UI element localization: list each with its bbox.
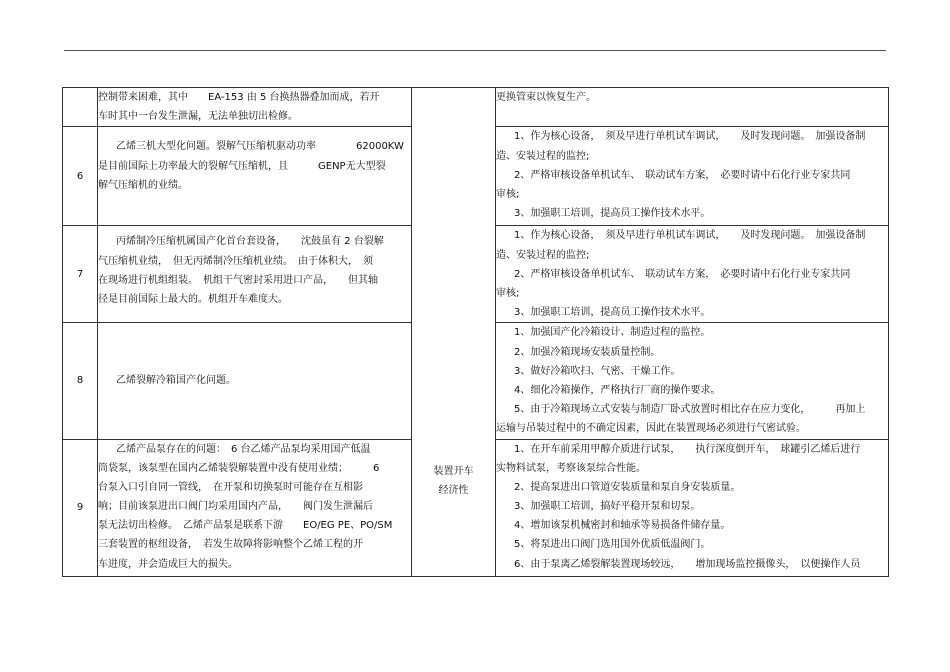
row-number: 7: [63, 226, 98, 323]
category-line: 装置开车: [433, 466, 474, 477]
header-rule: [64, 50, 886, 51]
measures-cell: 1、加强国产化冷箱设计、制造过程的监控。 2、加强冷箱现场安装质量控制。 3、做好冷箱吹扫、气密、干燥工作。 4、细化冷箱操作，严格执行厂商的操作要求。 5、由于冷箱现场立式安装与制造厂卧式放置时相比存在应力变化， 再加上 运输与吊装过程中的不确定因素，因此在装置现场必须进行气密试验。: [496, 323, 889, 439]
row-number: [63, 88, 98, 127]
measures-cell: 1、作为核心设备， 须及早进行单机试车调试， 及时发现问题。 加强设备制 造、安装过程的监控; 2、严格审核设备单机试车、 联动试车方案， 必要时请中石化行业专家共同 审核; 3、加强职工培训，提高员工操作技术水平。: [496, 226, 889, 323]
table-row: [63, 88, 889, 127]
issue-cell: 乙烯产品泵存在的问题： 6 台乙烯产品泵均采用国产低温 筒袋泵，该泵型在国内乙烯装裂解装置中没有使用业绩； 6 台泵入口引自同一管线， 在开泵和切换泵时可能存在互相影 响；目前该泵进出口阀门均采用国内产品， 阀门发生泄漏后 泵无法切出检修。 乙烯产品泵是联系下游 EO/EG PE、PO/SM 三套装置的枢纽设备， 若发生故障将影响整个乙烯工程的开 车进度，并会造成巨大的损失。: [98, 439, 412, 576]
category-line: 经济性: [438, 485, 469, 496]
row-number: 8: [63, 323, 98, 439]
row-number: 6: [63, 127, 98, 226]
issue-cell: 控制带来困难，其中 EA-153 由 5 台换热器叠加而成，若开 车时其中一台发生泄漏，无法单独切出检修。: [98, 88, 412, 127]
row-number: 9: [63, 439, 98, 576]
category-cell: [412, 88, 496, 577]
issue-cell: 丙烯制冷压缩机属国产化首台套设备， 沈鼓虽有 2 台裂解 气压缩机业绩， 但无丙烯制冷压缩机业绩。 由于体积大， 须 在现场进行机组组装。 机组干气密封采用进口产品， 但其轴 径是目前国际上最大的。机组开车难度大。: [98, 226, 412, 323]
measures-cell: 更换管束以恢复生产。: [496, 88, 889, 127]
issue-cell: 乙烯裂解冷箱国产化问题。: [98, 323, 412, 439]
measures-cell: 1、在开车前采用甲醇介质进行试泵， 执行深度倒开车， 球罐引乙烯后进行 实物料试泵，考察该泵综合性能。 2、提高泵进出口管道安装质量和泵自身安装质量。 3、加强职工培训，搞好平稳开泵和切泵。 4、增加该泵机械密封和轴承等易损备件储存量。 5、将泵进出口阀门选用国外优质低温阀门。 6、由于泵离乙烯裂解装置现场较远， 增加现场监控摄像头， 以便操作人员: [496, 439, 889, 576]
issue-cell: 乙烯三机大型化问题。裂解气压缩机驱动功率 62000KW 是目前国际上功率最大的裂解气压缩机，且 GENP无大型裂 解气压缩机的业绩。: [98, 127, 412, 226]
measures-cell: 1、作为核心设备， 须及早进行单机试车调试， 及时发现问题。 加强设备制 造、安装过程的监控; 2、严格审核设备单机试车、 联动试车方案， 必要时请中石化行业专家共同 审核; 3、加强职工培训，提高员工操作技术水平。: [496, 127, 889, 226]
risk-table: [62, 87, 889, 577]
